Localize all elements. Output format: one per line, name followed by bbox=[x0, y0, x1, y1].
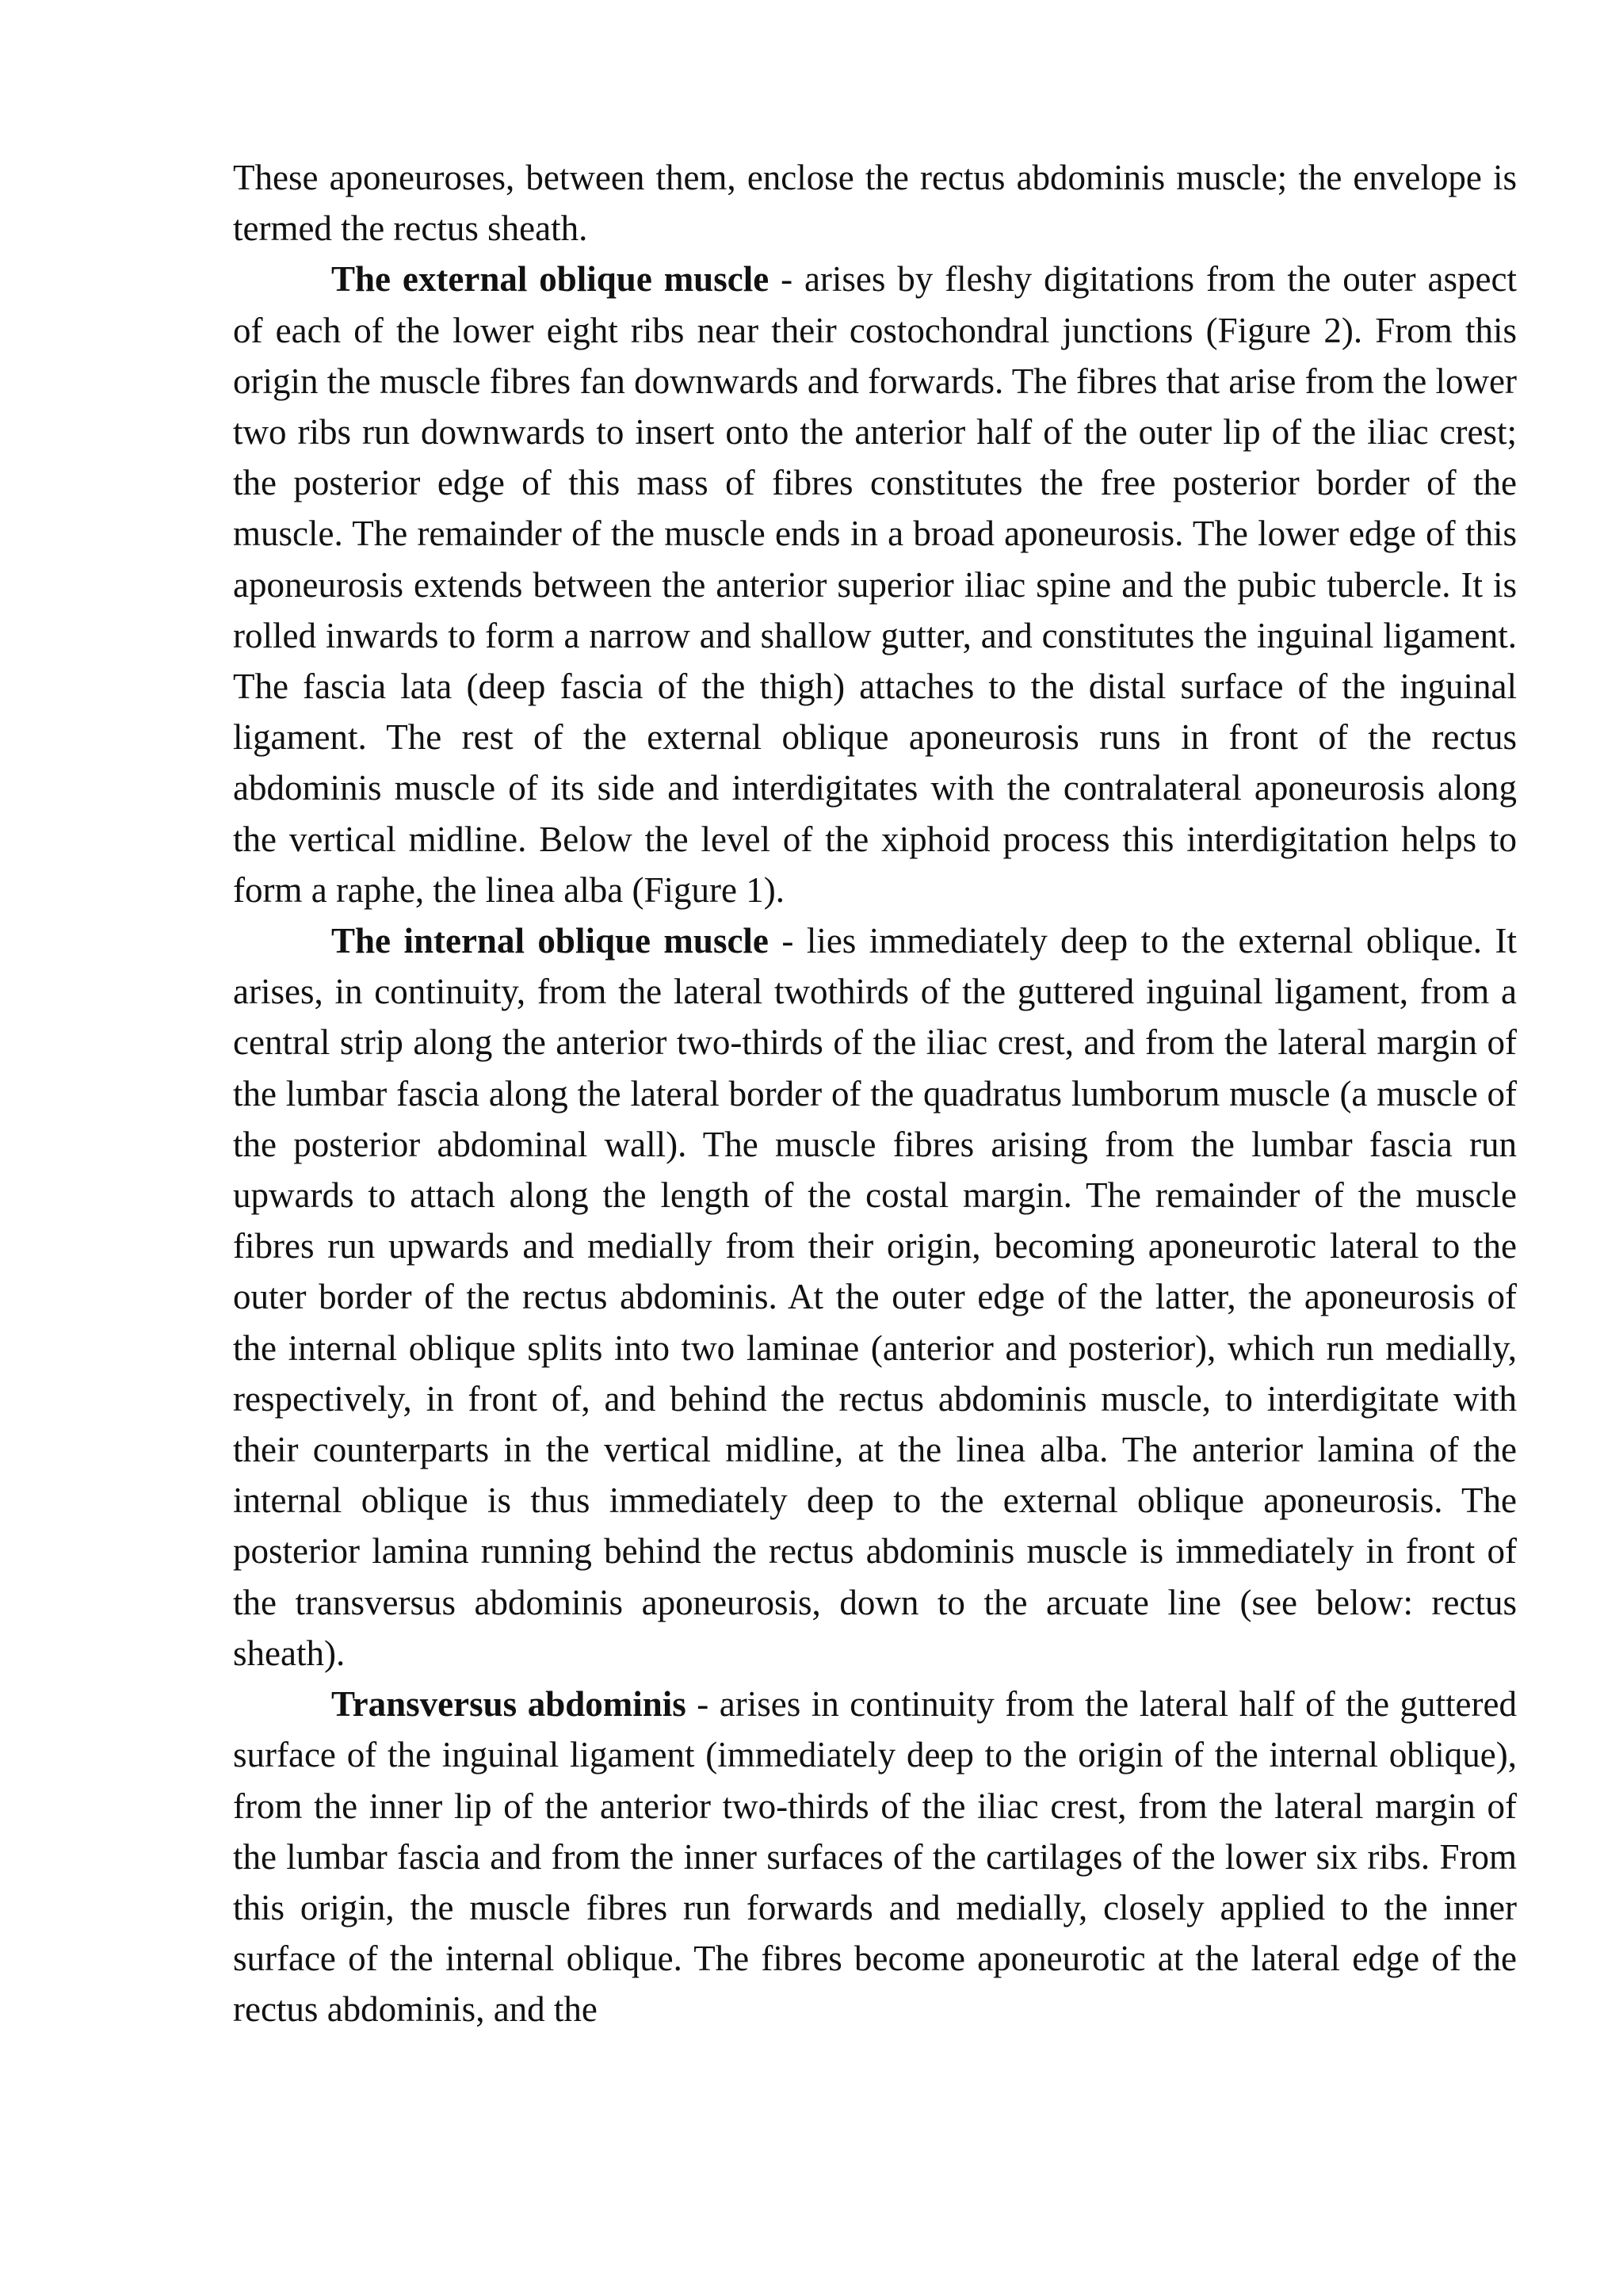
paragraph-text: These aponeuroses, between them, enclose the rectus abdominis muscle; the envelope is termed the rectus sheath. bbox=[233, 158, 1517, 249]
paragraph-text: - arises by fleshy digitations from the outer aspect of each of the lower eight ribs near their costochondral junctions (Figure 2). From this origin the muscle fibres fan downwards and forwards. The fibres that arise from the lower two ribs run downwards to insert onto the anterior half of the outer lip of the iliac crest; the posterior edge of this mass of fibres constitutes the free posterior border of the muscle. The remainder of the muscle ends in a broad aponeurosis. The lower edge of this aponeurosis extends between the anterior superior iliac spine and the pubic tubercle. It is rolled inwards to form a narrow and shallow gutter, and constitutes the inguinal ligament. The fascia lata (deep fascia of the thigh) attaches to the distal surface of the inguinal ligament. The rest of the external oblique aponeurosis runs in front of the rectus abdominis muscle of its side and interdigitates with the contralateral aponeurosis along the vertical midline. Below the level of the xiphoid process this interdigitation helps to form a raphe, the linea alba (Figure 1). bbox=[233, 259, 1517, 910]
document-page bbox=[233, 152, 1517, 2035]
paragraph-text: - arises in continuity from the lateral half of the guttered surface of the inguinal ligament (immediately deep to the origin of the internal oblique), from the inner lip of the anterior two-thirds of the iliac crest, from the lateral margin of the lumbar fascia and from the inner surfaces of the cartilages of the lower six ribs. From this origin, the muscle fibres run forwards and medially, closely applied to the inner surface of the internal oblique. The fibres become aponeurotic at the lateral edge of the rectus abdominis, and the bbox=[233, 1684, 1517, 2030]
section-term: The internal oblique muscle bbox=[331, 921, 769, 961]
section-term: The external oblique muscle bbox=[331, 259, 769, 300]
paragraph-transversus-abdominis bbox=[233, 1679, 1517, 2034]
paragraph-text: - lies immediately deep to the external oblique. It arises, in continuity, from the lateral twothirds of the guttered inguinal ligament, from a central strip along the anterior two-thirds of the iliac crest, and from the lateral margin of the lumbar fascia along the lateral border of the quadratus lumborum muscle (a muscle of the posterior abdominal wall). The muscle fibres arising from the lumbar fascia run upwards to attach along the length of the costal margin. The remainder of the muscle fibres run upwards and medially from their origin, becoming aponeurotic lateral to the outer border of the rectus abdominis. At the outer edge of the latter, the aponeurosis of the internal oblique splits into two laminae (anterior and posterior), which run medially, respectively, in front of, and behind the rectus abdominis muscle, to interdigitate with their counterparts in the vertical midline, at the linea alba. The anterior lamina of the internal oblique is thus immediately deep to the external oblique aponeurosis. The posterior lamina running behind the rectus abdominis muscle is immediately in front of the transversus abdominis aponeurosis, down to the arcuate line (see below: rectus sheath). bbox=[233, 921, 1517, 1673]
paragraph-internal-oblique bbox=[233, 915, 1517, 1679]
paragraph-external-oblique bbox=[233, 254, 1517, 915]
section-term: Transversus abdominis bbox=[331, 1684, 686, 1725]
paragraph-rectus-sheath bbox=[233, 152, 1517, 254]
